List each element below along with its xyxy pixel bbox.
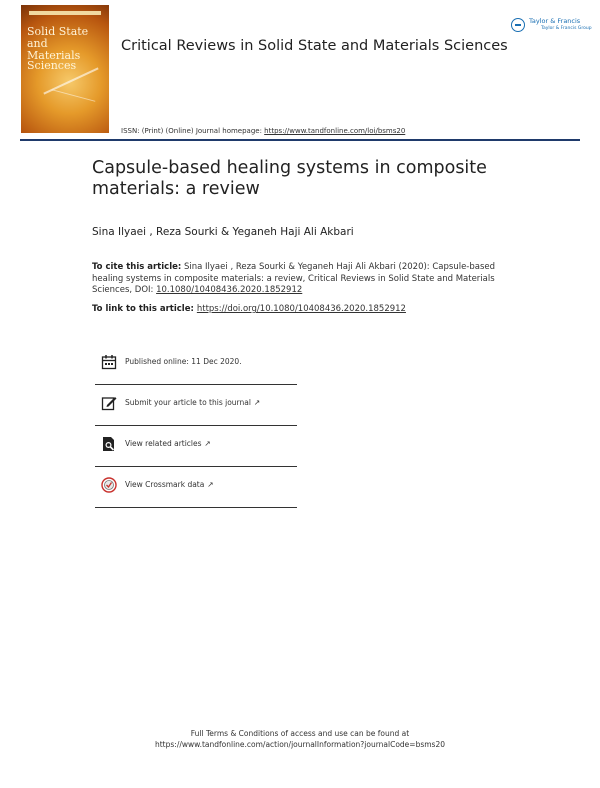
article-authors: Sina Ilyaei , Reza Sourki & Yeganeh Haji Ali Akbari	[92, 226, 354, 238]
published-online-text: Published online: 11 Dec 2020.	[125, 357, 242, 366]
external-link-icon: ↗	[207, 480, 214, 489]
doi-link[interactable]: 10.1080/10408436.2020.1852912	[156, 285, 303, 295]
crossmark-row[interactable]	[95, 467, 297, 508]
publisher-name: Taylor & Francis	[529, 17, 581, 25]
submit-article-label: Submit your article to this journal	[125, 398, 251, 407]
publisher-logo-icon	[511, 18, 525, 32]
published-online-row	[95, 344, 297, 385]
citation-text: Sina Ilyaei , Reza Sourki & Yeganeh Haji Ali Akbari (2020): Capsule-based healing systems in composite materials: a review, Critical Reviews in Solid State and Materials Sciences, DOI:	[92, 262, 496, 295]
cover-title-line3: Materials Sciences	[27, 49, 81, 72]
related-articles-label: View related articles	[125, 439, 202, 448]
related-articles-row[interactable]	[95, 426, 297, 467]
footer	[0, 728, 600, 750]
journal-title: Critical Reviews in Solid State and Materials Sciences	[121, 38, 508, 54]
crossmark-icon	[101, 477, 117, 493]
article-doi-url[interactable]: https://doi.org/10.1080/10408436.2020.1852912	[196, 304, 406, 314]
cover-title-line1: Solid State	[27, 25, 89, 38]
external-link-icon: ↗	[204, 439, 211, 448]
article-title: Capsule-based healing systems in composite materials: a review	[92, 158, 487, 199]
journal-cover-image	[21, 5, 109, 133]
submit-article-link[interactable]	[125, 398, 260, 407]
submit-article-row[interactable]	[95, 385, 297, 426]
journal-homepage-link[interactable]: https://www.tandfonline.com/loi/bsms20	[264, 127, 406, 135]
footer-terms-link[interactable]: https://www.tandfonline.com/action/journalInformation?journalCode=bsms20	[154, 740, 446, 749]
publisher-logo[interactable]	[511, 16, 592, 36]
edit-icon	[101, 395, 117, 411]
crossmark-label: View Crossmark data	[125, 480, 205, 489]
footer-terms-text: Full Terms & Conditions of access and use can be found at	[190, 729, 410, 738]
calendar-icon	[101, 354, 117, 370]
publisher-group: Taylor & Francis Group	[541, 26, 592, 31]
related-articles-link[interactable]	[125, 439, 211, 448]
citation-label: To cite this article:	[92, 262, 182, 272]
article-link-line	[92, 304, 406, 314]
header-divider	[20, 139, 580, 141]
article-link-label: To link to this article:	[92, 304, 197, 314]
crossmark-link[interactable]	[125, 480, 214, 489]
cover-title-line2: and	[27, 37, 48, 50]
article-actions	[95, 344, 297, 508]
document-search-icon	[101, 436, 117, 452]
issn-label: ISSN: (Print) (Online) Journal homepage:	[121, 127, 265, 135]
external-link-icon: ↗	[253, 398, 261, 407]
issn-line	[121, 127, 405, 135]
citation-block	[92, 262, 502, 297]
